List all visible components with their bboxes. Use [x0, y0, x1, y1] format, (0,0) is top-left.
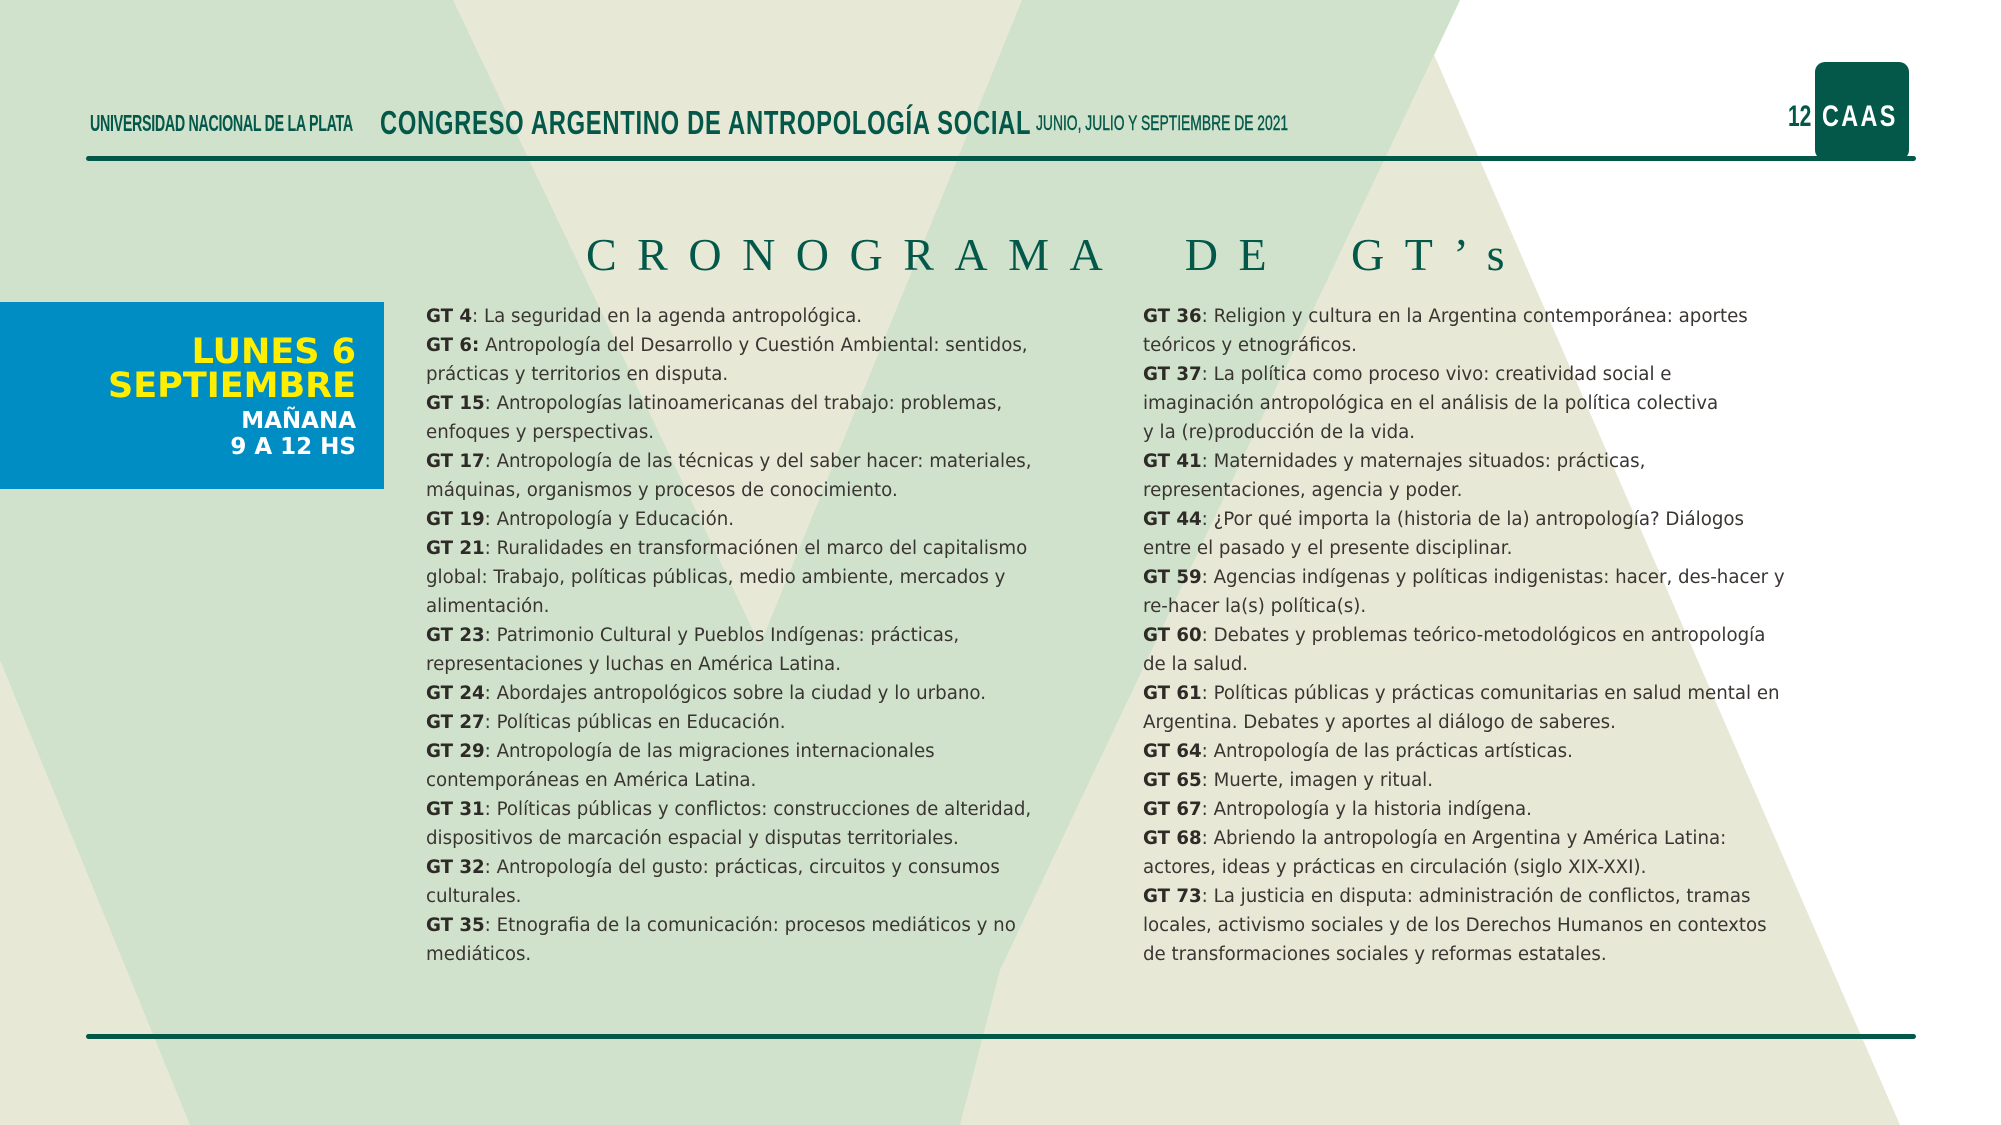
gt-code-separator: :: [1201, 625, 1208, 646]
gt-code-separator: :: [1201, 828, 1208, 849]
gt-item: [426, 505, 1086, 534]
logo-number: 12: [1788, 100, 1812, 133]
gt-description: Abriendo la antropología en Argentina y América Latina:: [1207, 828, 1727, 849]
gt-item-line: [426, 331, 1086, 360]
gt-description: teóricos y etnográficos.: [1143, 335, 1357, 356]
page-title: CRONOGRAMA DE GT’s: [586, 229, 1526, 280]
university-name: UNIVERSIDAD NACIONAL DE LA PLATA: [90, 110, 353, 136]
gt-item-line: [1143, 853, 1833, 882]
gt-code: GT 35: [426, 915, 485, 936]
gt-code-separator: :: [484, 712, 491, 733]
gt-code-separator: :: [1201, 741, 1208, 762]
gt-code-separator: :: [472, 306, 479, 327]
gt-code-separator: :: [484, 741, 491, 762]
gt-code-separator: :: [1201, 886, 1208, 907]
gt-code: GT 73: [1143, 886, 1202, 907]
gt-item-line: [426, 505, 1086, 534]
gt-code: GT 65: [1143, 770, 1202, 791]
gt-description: representaciones y luchas en América Latina.: [426, 654, 841, 675]
gt-item-line: [1143, 360, 1833, 389]
congress-dates: JUNIO, JULIO Y SEPTIEMBRE DE 2021: [1036, 112, 1289, 135]
gt-item-line: [426, 302, 1086, 331]
gt-item-line: [1143, 708, 1833, 737]
gt-description: máquinas, organismos y procesos de conocimiento.: [426, 480, 898, 501]
gt-item-line: [426, 911, 1086, 940]
gt-item-line: [426, 795, 1086, 824]
gt-item: [426, 389, 1086, 447]
gt-code-separator: :: [484, 538, 491, 559]
gt-item-line: [426, 418, 1086, 447]
gt-item-line: [426, 737, 1086, 766]
gt-item-line: [426, 824, 1086, 853]
gt-item-line: [426, 563, 1086, 592]
gt-description: mediáticos.: [426, 944, 532, 965]
gt-code: GT 44: [1143, 509, 1202, 530]
gt-code-separator: :: [484, 451, 491, 472]
gt-description: prácticas y territorios en disputa.: [426, 364, 729, 385]
session-day: LUNES 6: [191, 332, 356, 372]
gt-item: [426, 708, 1086, 737]
gt-item-line: [1143, 331, 1833, 360]
gt-item-line: [426, 853, 1086, 882]
gt-list-left: [426, 302, 1086, 969]
gt-item-line: [1143, 940, 1833, 969]
gt-code-separator: :: [484, 393, 491, 414]
gt-code: GT 67: [1143, 799, 1202, 820]
gt-item: [426, 853, 1086, 911]
gt-item: [1143, 621, 1833, 679]
gt-code-separator: :: [1201, 509, 1208, 530]
gt-item-line: [426, 360, 1086, 389]
gt-item-line: [426, 534, 1086, 563]
gt-code-separator: :: [484, 857, 491, 878]
gt-description: La justicia en disputa: administración de conflictos, tramas: [1207, 886, 1751, 907]
gt-item: [426, 447, 1086, 505]
gt-item-line: [1143, 563, 1833, 592]
gt-item: [426, 911, 1086, 969]
gt-item: [1143, 737, 1833, 766]
gt-item-line: [426, 650, 1086, 679]
session-period: MAÑANA: [241, 408, 356, 434]
gt-code: GT 19: [426, 509, 485, 530]
gt-item-line: [1143, 679, 1833, 708]
gt-description: Políticas públicas y prácticas comunitarias en salud mental en: [1207, 683, 1780, 704]
gt-description: Maternidades y maternajes situados: prácticas,: [1207, 451, 1646, 472]
gt-description: imaginación antropológica en el análisis de la política colectiva: [1143, 393, 1719, 414]
gt-item-line: [1143, 737, 1833, 766]
gt-code: GT 32: [426, 857, 485, 878]
gt-item: [426, 679, 1086, 708]
gt-description: representaciones, agencia y poder.: [1143, 480, 1463, 501]
gt-code: GT 4: [426, 306, 473, 327]
gt-description: ¿Por qué importa la (historia de la) antropología? Diálogos: [1207, 509, 1744, 530]
gt-item-line: [1143, 418, 1833, 447]
gt-description: Religion y cultura en la Argentina contemporánea: aportes: [1207, 306, 1748, 327]
gt-item-line: [426, 621, 1086, 650]
gt-item-line: [1143, 650, 1833, 679]
gt-item-line: [1143, 882, 1833, 911]
gt-code: GT 41: [1143, 451, 1202, 472]
gt-description: Agencias indígenas y políticas indigenistas: hacer, des-hacer y: [1207, 567, 1785, 588]
gt-item: [426, 302, 1086, 331]
gt-code: GT 15: [426, 393, 485, 414]
header-divider: [86, 156, 1916, 161]
gt-code: GT 17: [426, 451, 485, 472]
gt-code: GT 60: [1143, 625, 1202, 646]
gt-list-right: [1143, 302, 1833, 969]
session-month: SEPTIEMBRE: [108, 366, 356, 406]
gt-item: [1143, 766, 1833, 795]
gt-code: GT 29: [426, 741, 485, 762]
gt-description: de transformaciones sociales y reformas estatales.: [1143, 944, 1607, 965]
session-hours: 9 A 12 HS: [230, 434, 356, 460]
gt-item-line: [1143, 766, 1833, 795]
gt-item: [1143, 563, 1833, 621]
gt-description: Políticas públicas y conflictos: construcciones de alteridad,: [490, 799, 1032, 820]
gt-item-line: [1143, 447, 1833, 476]
logo-text: CAAS: [1822, 100, 1898, 133]
gt-item: [1143, 679, 1833, 737]
gt-code: GT 68: [1143, 828, 1202, 849]
gt-item: [1143, 360, 1833, 447]
gt-description: global: Trabajo, políticas públicas, medio ambiente, mercados y: [426, 567, 1006, 588]
gt-description: Políticas públicas en Educación.: [490, 712, 786, 733]
gt-item-line: [426, 708, 1086, 737]
gt-item: [426, 331, 1086, 389]
gt-description: y la (re)producción de la vida.: [1143, 422, 1416, 443]
gt-item-line: [1143, 621, 1833, 650]
gt-code: GT 31: [426, 799, 485, 820]
gt-item-line: [1143, 534, 1833, 563]
gt-item: [1143, 302, 1833, 360]
gt-description: Patrimonio Cultural y Pueblos Indígenas: prácticas,: [490, 625, 960, 646]
gt-item: [1143, 505, 1833, 563]
gt-description: de la salud.: [1143, 654, 1249, 675]
gt-code: GT 6:: [426, 335, 480, 356]
gt-description: Etnografia de la comunicación: procesos mediáticos y no: [490, 915, 1016, 936]
gt-code: GT 59: [1143, 567, 1202, 588]
session-date-box: [0, 302, 384, 489]
gt-item-line: [1143, 389, 1833, 418]
gt-item-line: [1143, 476, 1833, 505]
gt-item-line: [1143, 592, 1833, 621]
gt-code-separator: :: [484, 683, 491, 704]
gt-description: Antropología y la historia indígena.: [1207, 799, 1532, 820]
gt-code: GT 37: [1143, 364, 1202, 385]
gt-item-line: [426, 389, 1086, 418]
gt-description: Ruralidades en transformaciónen el marco del capitalismo: [490, 538, 1028, 559]
gt-description: Antropología de las técnicas y del saber hacer: materiales,: [490, 451, 1032, 472]
gt-item-line: [426, 882, 1086, 911]
gt-description: Antropología de las migraciones internacionales: [490, 741, 935, 762]
gt-code-separator: :: [484, 799, 491, 820]
gt-description: La seguridad en la agenda antropológica.: [478, 306, 863, 327]
gt-description: Antropologías latinoamericanas del trabajo: problemas,: [490, 393, 1003, 414]
gt-code-separator: :: [1201, 567, 1208, 588]
gt-description: Antropología del gusto: prácticas, circuitos y consumos: [490, 857, 1000, 878]
gt-description: re-hacer la(s) política(s).: [1143, 596, 1367, 617]
gt-description: Antropología del Desarrollo y Cuestión Ambiental: sentidos,: [479, 335, 1028, 356]
gt-item: [1143, 882, 1833, 969]
gt-code-separator: :: [1201, 364, 1208, 385]
gt-description: culturales.: [426, 886, 522, 907]
gt-item-line: [426, 476, 1086, 505]
gt-description: dispositivos de marcación espacial y disputas territoriales.: [426, 828, 959, 849]
gt-item-line: [1143, 911, 1833, 940]
gt-item-line: [426, 592, 1086, 621]
gt-code: GT 27: [426, 712, 485, 733]
gt-item-line: [426, 447, 1086, 476]
gt-code-separator: :: [484, 509, 491, 530]
gt-code: GT 61: [1143, 683, 1202, 704]
gt-item-line: [1143, 505, 1833, 534]
gt-code-separator: :: [484, 915, 491, 936]
gt-item-line: [1143, 302, 1833, 331]
gt-code: GT 36: [1143, 306, 1202, 327]
gt-description: locales, activismo sociales y de los Derechos Humanos en contextos: [1143, 915, 1767, 936]
gt-description: enfoques y perspectivas.: [426, 422, 655, 443]
gt-code-separator: :: [1201, 799, 1208, 820]
gt-item-line: [426, 940, 1086, 969]
gt-code: GT 21: [426, 538, 485, 559]
gt-description: Muerte, imagen y ritual.: [1207, 770, 1434, 791]
gt-description: Antropología de las prácticas artísticas.: [1207, 741, 1573, 762]
gt-item: [426, 621, 1086, 679]
gt-item: [426, 534, 1086, 621]
gt-description: alimentación.: [426, 596, 550, 617]
congress-title: CONGRESO ARGENTINO DE ANTROPOLOGÍA SOCIAL: [380, 104, 1032, 141]
gt-description: La política como proceso vivo: creatividad social e: [1207, 364, 1672, 385]
gt-item: [1143, 824, 1833, 882]
gt-code-separator: :: [1201, 306, 1208, 327]
gt-description: contemporáneas en América Latina.: [426, 770, 757, 791]
gt-code-separator: :: [1201, 451, 1208, 472]
gt-item-line: [1143, 795, 1833, 824]
gt-description: Argentina. Debates y aportes al diálogo de saberes.: [1143, 712, 1616, 733]
gt-item: [1143, 795, 1833, 824]
gt-item: [426, 795, 1086, 853]
gt-item-line: [1143, 824, 1833, 853]
gt-code-separator: :: [1201, 683, 1208, 704]
gt-item-line: [426, 679, 1086, 708]
gt-code-separator: :: [1201, 770, 1208, 791]
gt-code: GT 23: [426, 625, 485, 646]
gt-description: Antropología y Educación.: [490, 509, 735, 530]
gt-item: [426, 737, 1086, 795]
gt-description: entre el pasado y el presente disciplinar.: [1143, 538, 1513, 559]
footer-divider: [86, 1034, 1916, 1039]
gt-code: GT 64: [1143, 741, 1202, 762]
gt-description: Debates y problemas teórico-metodológicos en antropología: [1207, 625, 1766, 646]
gt-description: Abordajes antropológicos sobre la ciudad y lo urbano.: [490, 683, 986, 704]
gt-description: actores, ideas y prácticas en circulación (siglo XIX-XXI).: [1143, 857, 1647, 878]
gt-item: [1143, 447, 1833, 505]
gt-code: GT 24: [426, 683, 485, 704]
gt-code-separator: :: [484, 625, 491, 646]
gt-item-line: [426, 766, 1086, 795]
